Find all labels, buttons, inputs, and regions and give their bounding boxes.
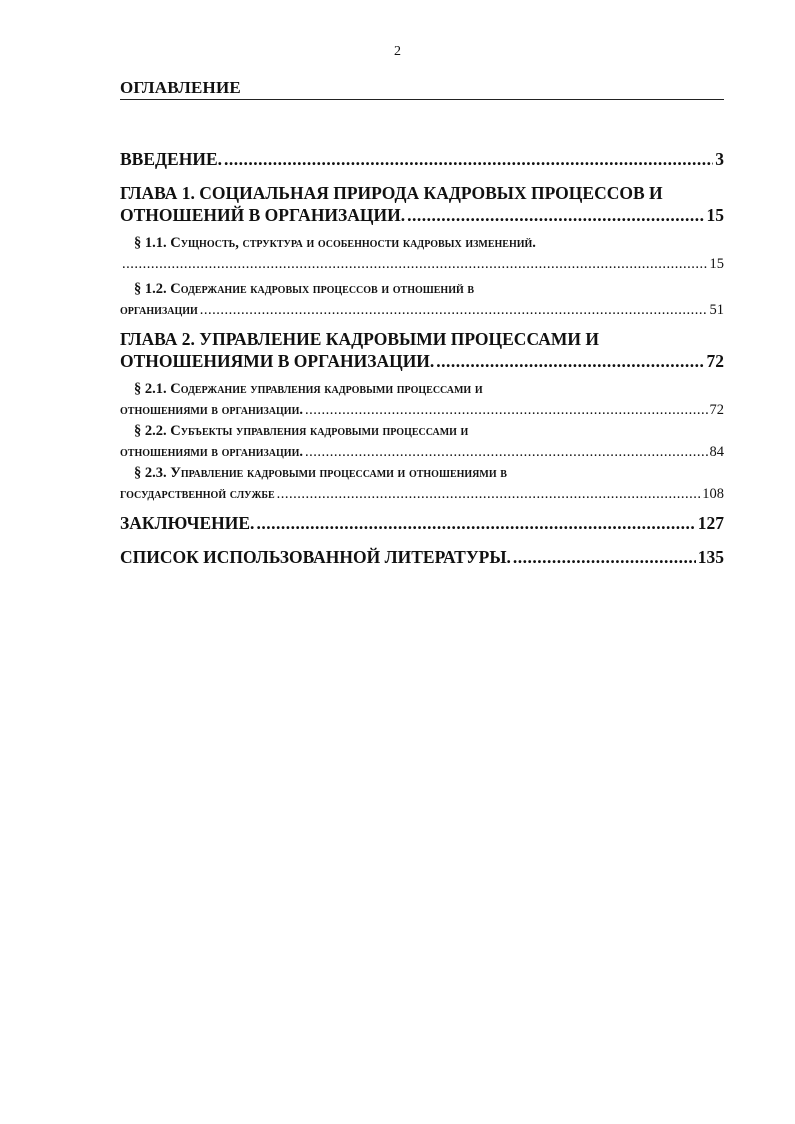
section-number: § 1.2. (134, 281, 167, 297)
toc-page-number: 15 (706, 205, 724, 225)
toc-entry-section-2-3[interactable] (120, 463, 724, 505)
toc-entry-section-1-2[interactable] (120, 279, 724, 321)
toc-page-number: 3 (715, 149, 724, 169)
toc-page-number: 15 (709, 256, 724, 272)
toc-entry-title-line2: ОТНОШЕНИЙ В ОРГАНИЗАЦИИ. (120, 205, 406, 225)
toc-page-number: 72 (709, 402, 724, 418)
toc-entry-chapter-1[interactable] (120, 182, 724, 226)
toc-entry-title: СПИСОК ИСПОЛЬЗОВАННОЙ ЛИТЕРАТУРЫ. (120, 547, 511, 567)
toc-entry-title: ВВЕДЕНИЕ. (120, 149, 223, 169)
toc-entry-title-line1: ГЛАВА 1. СОЦИАЛЬНАЯ ПРИРОДА КАДРОВЫХ ПРОЦЕССОВ И (120, 183, 663, 203)
toc-entry-title-line2: организации (120, 302, 198, 318)
section-number: § 2.3. (134, 465, 167, 481)
toc-entry-section-2-2[interactable] (120, 421, 724, 463)
dot-leader (224, 148, 713, 170)
toc-page-number: 108 (702, 486, 724, 502)
dot-leader (277, 484, 701, 505)
page-number: 2 (394, 44, 401, 59)
toc-entry-title-line2: отношениями в организации. (120, 444, 303, 460)
toc-entry-introduction[interactable] (120, 148, 724, 170)
dot-leader (436, 350, 704, 372)
section-number: § 2.2. (134, 423, 167, 439)
dot-leader (513, 546, 696, 568)
toc-page-number: 84 (709, 444, 724, 460)
toc-entry-title-line2: ОТНОШЕНИЯМИ В ОРГАНИЗАЦИИ. (120, 351, 435, 371)
toc-page-number: 127 (697, 513, 724, 533)
toc-entry-references[interactable] (120, 546, 724, 568)
dot-leader (256, 512, 695, 534)
toc-page-number: 72 (706, 351, 724, 371)
dot-leader (305, 442, 708, 463)
toc-entry-title-line1: Содержание управления кадровыми процессами и (170, 381, 483, 397)
toc-page-number: 51 (709, 302, 724, 318)
section-number: § 2.1. (134, 381, 167, 397)
toc-entry-chapter-2[interactable] (120, 328, 724, 372)
toc-entry-title-line2: государственной службе (120, 486, 275, 502)
section-number: § 1.1. (134, 235, 167, 251)
toc-page-number: 135 (697, 547, 724, 567)
toc-entry-section-1-1[interactable] (134, 233, 724, 275)
page-title: ОГЛАВЛЕНИЕ (120, 78, 724, 100)
toc-entry-title-line1: Субъекты управления кадровыми процессами и (170, 423, 469, 439)
dot-leader (200, 300, 708, 321)
dot-leader (122, 254, 708, 275)
toc-entry-title-line1: Управление кадровыми процессами и отношениями в (170, 465, 507, 481)
toc-entry-title-line1: ГЛАВА 2. УПРАВЛЕНИЕ КАДРОВЫМИ ПРОЦЕССАМИ И (120, 329, 599, 349)
toc-entry-conclusion[interactable] (120, 512, 724, 534)
toc-entry-section-2-1[interactable] (120, 379, 724, 421)
toc-entry-title-line1: Содержание кадровых процессов и отношений в (170, 281, 475, 297)
toc-entry-title: ЗАКЛЮЧЕНИЕ. (120, 513, 255, 533)
toc-entry-title-line1: Сущность, структура и особенности кадровых изменений. (170, 235, 536, 251)
toc-entry-title-line2: отношениями в организации. (120, 402, 303, 418)
dot-leader (407, 204, 704, 226)
dot-leader (305, 400, 708, 421)
table-of-contents (120, 148, 724, 568)
